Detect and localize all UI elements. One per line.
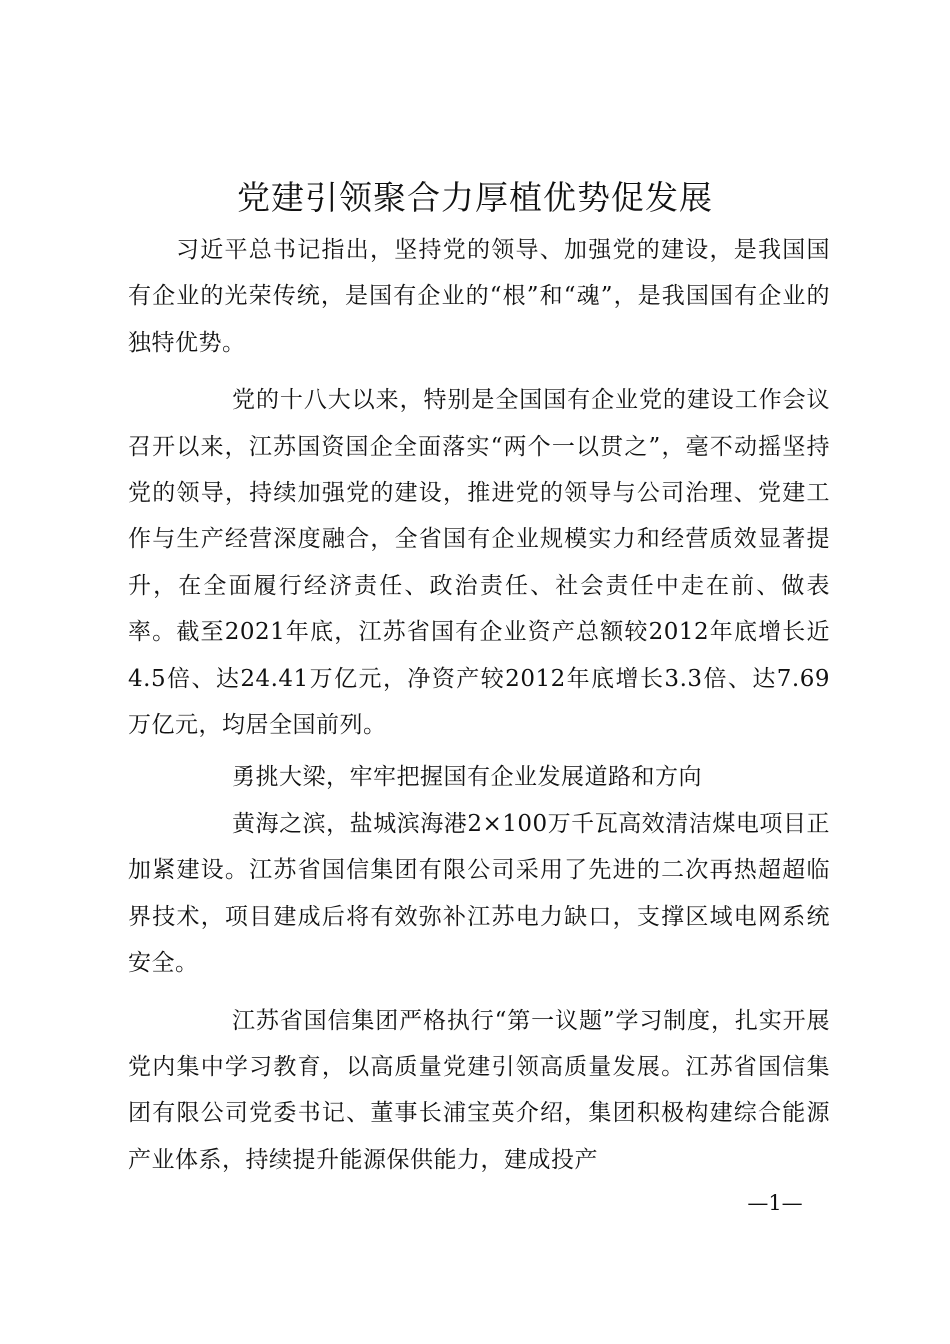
paragraph-project: 黄海之滨，盐城滨海港2×100万千瓦高效清洁煤电项目正加紧建设。江苏省国信集团有限公司采用了先进的二次再热超超临界技术，项目建成后将有效弥补江苏电力缺口，支撑区域电网系统安全。 bbox=[128, 810, 830, 977]
page-number: —1— bbox=[747, 1191, 803, 1215]
paragraph-study: 江苏省国信集团严格执行“第一议题”学习制度，扎实开展党内集中学习教育，以高质量党建引领高质量发展。江苏省国信集团有限公司党委书记、董事长浦宝英介绍，集团积极构建综合能源产业体系，持续提升能源保供能力，建成投产 bbox=[128, 1007, 830, 1173]
paragraph-overview: 党的十八大以来，特别是全国国有企业党的建设工作会议召开以来，江苏国资国企全面落实“两个一以贯之”，毫不动摇坚持党的领导，持续加强党的建设，推进党的领导与公司治理、党建工作与生产经营深度融合，全省国有企业规模实力和经营质效显著提升，在全面履行经济责任、政治责任、社会责任中走在前、做表率。截至2021年底，江苏省国有企业资产总额较2012年底增长近4.5倍、达24.41万亿元，净资产较2012年底增长3.3倍、达7.69万亿元，均居全国前列。 bbox=[128, 387, 830, 739]
paragraph-intro: 习近平总书记指出，坚持党的领导、加强党的建设，是我国国有企业的光荣传统，是国有企业的“根”和“魂”，是我国国有企业的独特优势。 bbox=[128, 237, 830, 356]
section-heading: 勇挑大梁，牢牢把握国有企业发展道路和方向 bbox=[232, 764, 702, 791]
document-body bbox=[128, 227, 830, 1183]
document-title: 党建引领聚合力厚植优势促发展 bbox=[237, 178, 713, 217]
